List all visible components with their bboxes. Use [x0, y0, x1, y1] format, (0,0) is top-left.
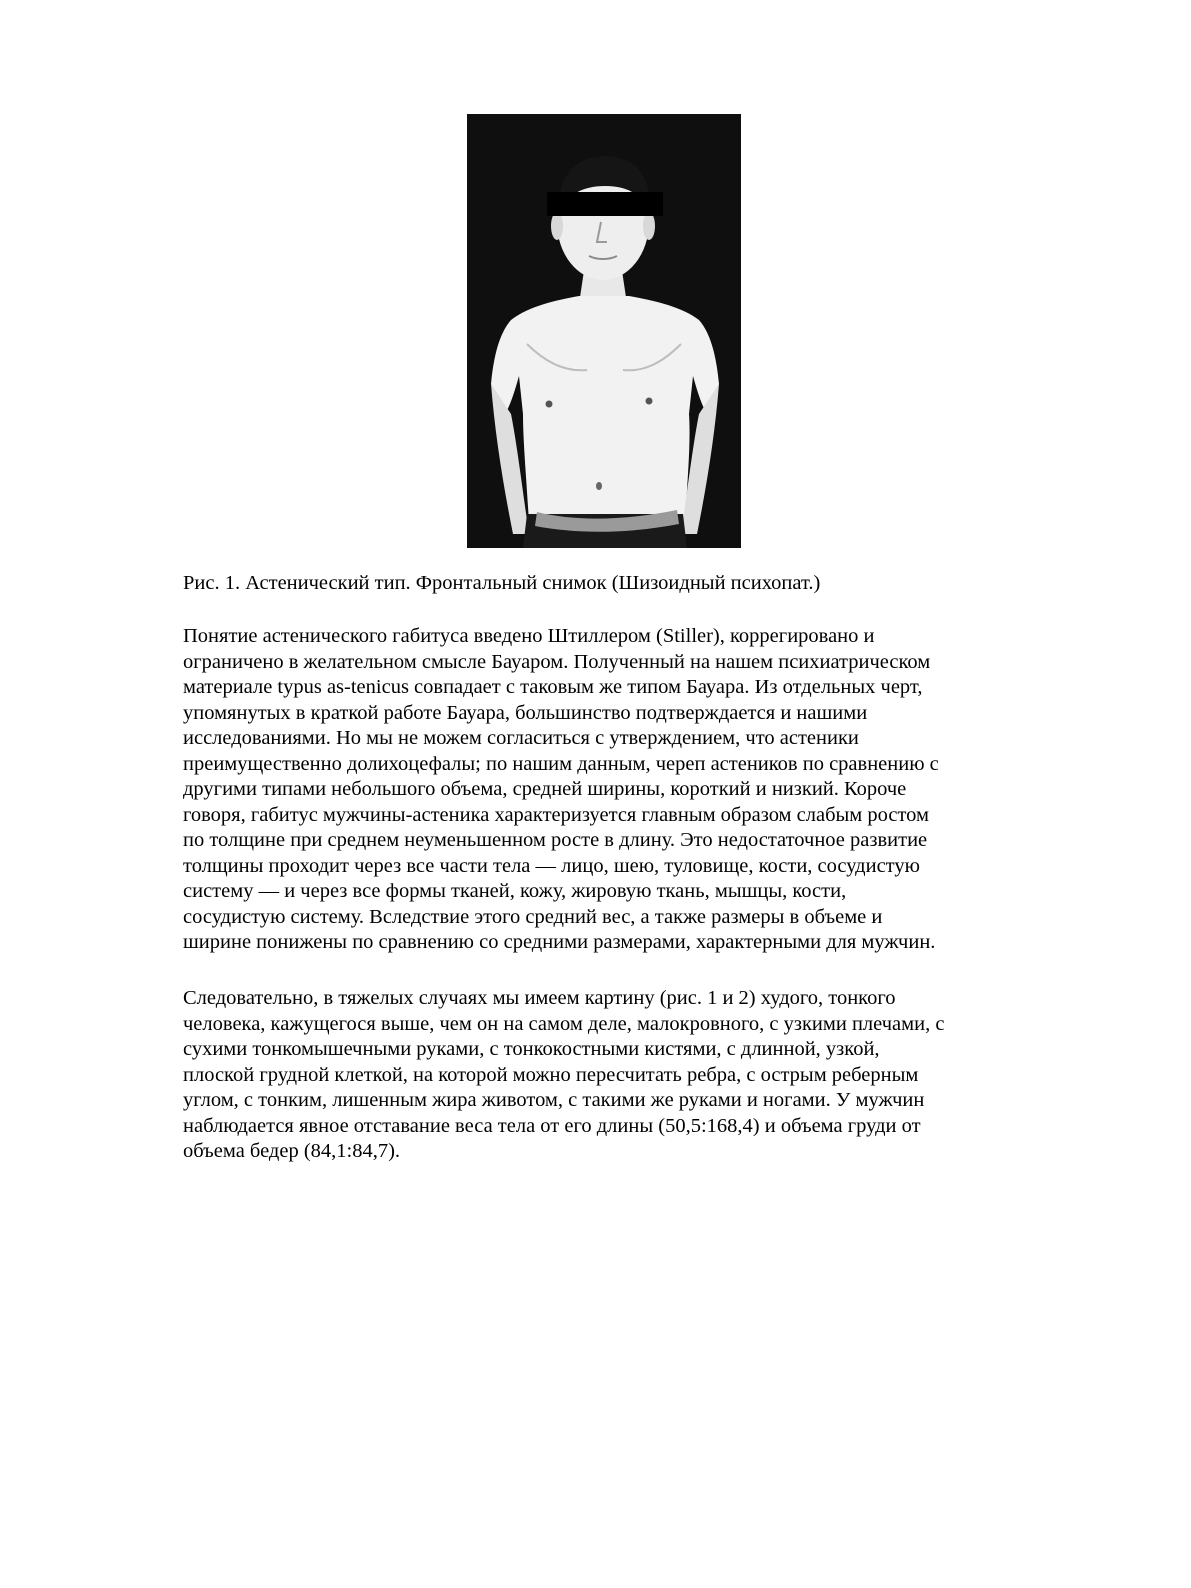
paragraph-line: углом, с тонким, лишенным жира животом, с такими же руками и ногами. У мужчин [183, 1089, 925, 1111]
paragraph-line: человека, кажущегося выше, чем он на самом деле, малокровного, с узкими плечами, с [183, 1012, 945, 1035]
paragraph-line: исследованиями. Но мы не можем согласиться с утверждением, что астеники [183, 727, 859, 749]
paragraph-line: упомянутых в краткой работе Бауара, большинство подтверждается и нашими [183, 701, 868, 724]
paragraph-line: преимущественно долихоцефалы; по нашим данным, череп астеников по сравнению с [183, 752, 939, 775]
paragraph-line: говоря, габитус мужчины-астеника характеризуется главным образом слабым ростом [183, 803, 930, 826]
figure-photo [467, 114, 741, 548]
paragraph-line: Следовательно, в тяжелых случаях мы имеем картину (рис. 1 и 2) худого, тонкого [183, 987, 896, 1009]
paragraph-line: плоской грудной клеткой, на которой можно пересчитать ребра, с острым реберным [183, 1063, 919, 1086]
paragraph-line: сосудистую систему. Вследствие этого средний вес, а также размеры в объеме и [183, 905, 883, 928]
photo-asthenic-man-icon [467, 114, 741, 548]
paragraph-2 [183, 986, 1023, 1165]
paragraph-line: другими типами небольшого объема, средней ширины, короткий и низкий. Короче [183, 778, 907, 800]
paragraph-line: систему — и через все формы тканей, кожу, жировую ткань, мышцы, кости, [183, 880, 847, 902]
paragraph-line: объема бедер (84,1:84,7). [183, 1140, 401, 1162]
figure-caption [183, 571, 1023, 597]
paragraph-1 [183, 624, 1023, 956]
paragraph-line: толщины проходит через все части тела — лицо, шею, туловище, кости, сосудистую [183, 854, 920, 877]
paragraph-line: сухими тонкомышечными руками, с тонкокостными кистями, с длинной, узкой, [183, 1038, 880, 1060]
paragraph-line: ширине понижены по сравнению со средними размерами, характерными для мужчин. [183, 931, 936, 953]
paragraph-line: наблюдается явное отставание веса тела от его длины (50,5:168,4) и объема груди от [183, 1114, 921, 1137]
paragraph-line: по толщине при среднем неуменьшенном росте в длину. Это недостаточное развитие [183, 829, 928, 851]
paragraph-line: ограничено в желательном смысле Бауаром. Полученный на нашем психиатрическом [183, 650, 931, 673]
paragraph-line: Понятие астенического габитуса введено Штиллером (Stiller), коррегировано и [183, 625, 875, 647]
caption-text: Рис. 1. Астенический тип. Фронтальный снимок (Шизоидный психопат.) [183, 572, 821, 594]
paragraph-line: материале typus as-tenicus совпадает с таковым же типом Бауара. Из отдельных черт, [183, 676, 923, 698]
